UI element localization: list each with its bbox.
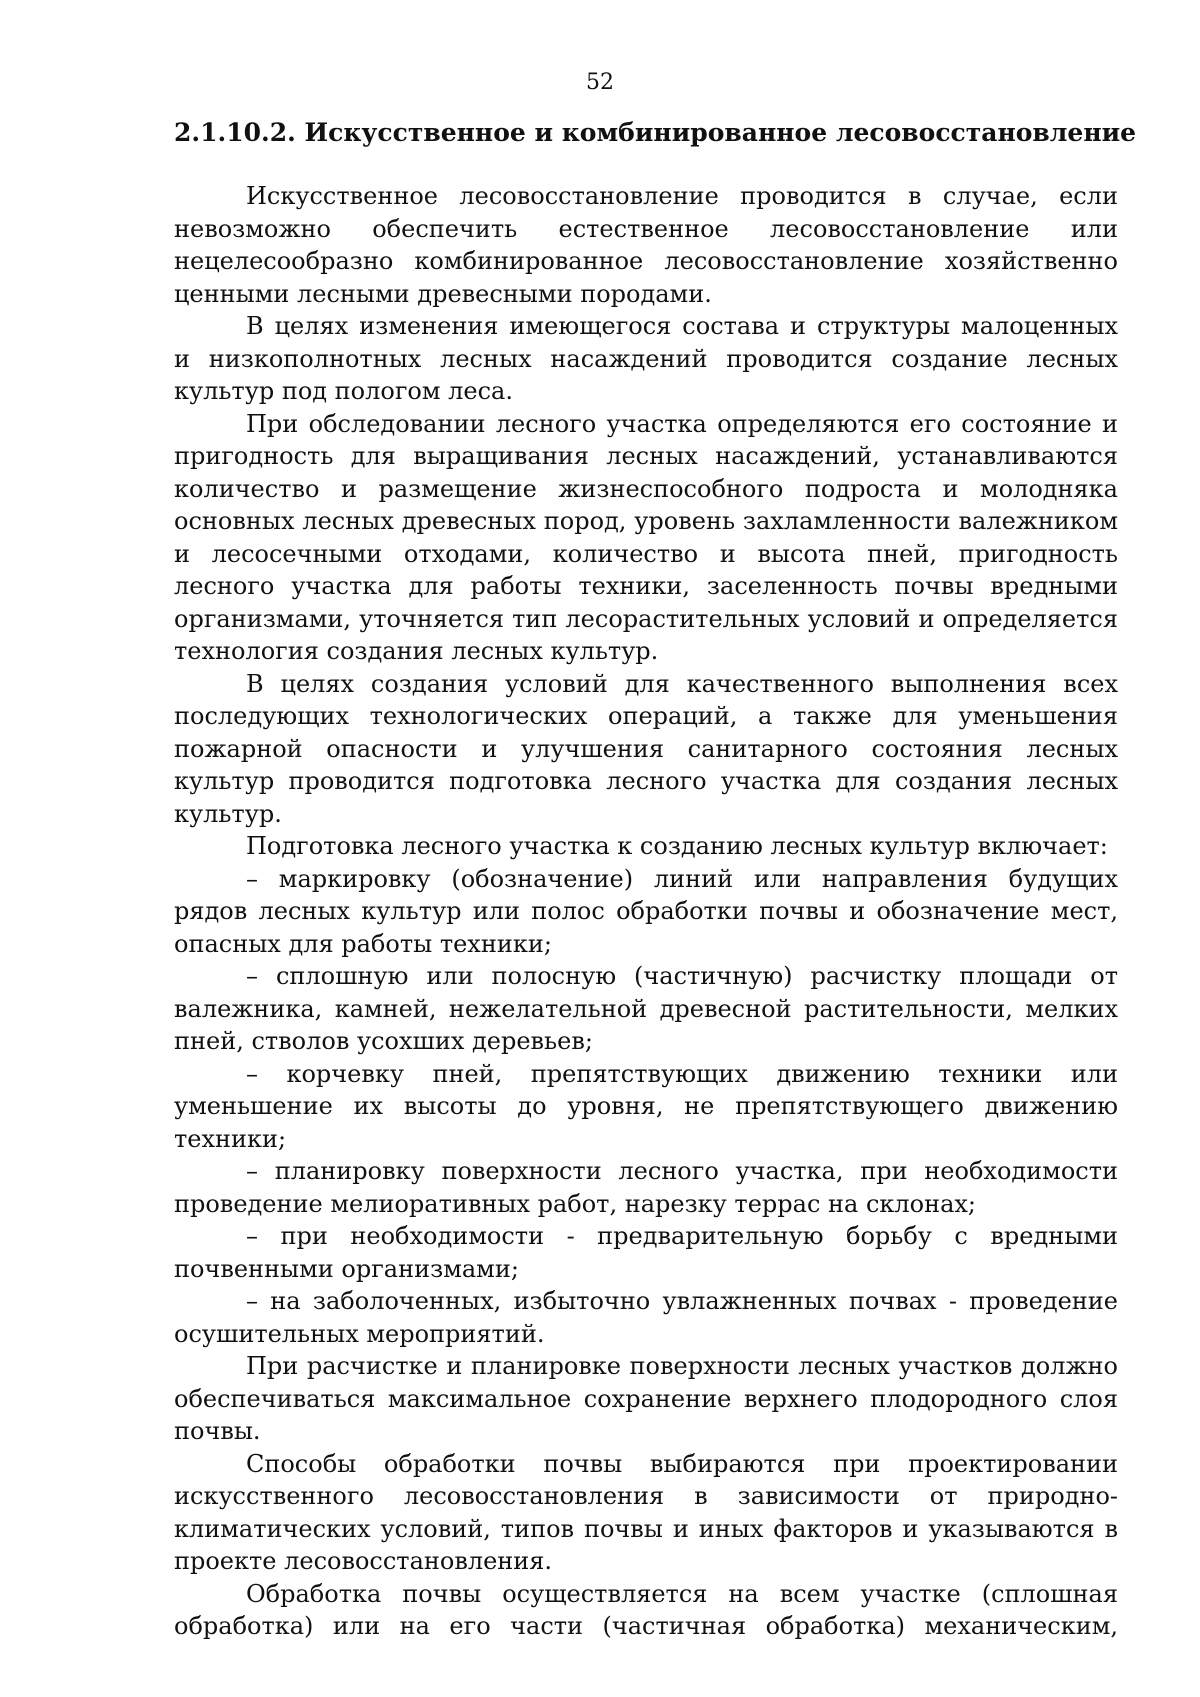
list-item-stump-removal: – корчевку пней, препятствующих движению техники или уменьшение их высоты до уровня, не препятствующего движению техники; <box>174 1059 1118 1153</box>
section-heading: 2.1.10.2. Искусственное и комбинированное лесовосстановление <box>174 118 1137 147</box>
page-number: 52 <box>586 70 614 95</box>
paragraph-site-preparation-purpose: В целях создания условий для качественного выполнения всех последующих технологических операций, а также для уменьшения пожарной опасности и улучшения санитарного состояния лесных культур проводится подготовка лесного участка для создания лесных культур. <box>174 669 1118 828</box>
paragraph-preparation-includes: Подготовка лесного участка к созданию лесных культур включает: <box>246 832 1108 860</box>
paragraph-soil-treatment-scope: Обработка почвы осуществляется на всем участке (сплошная обработка) или на его части (частичная обработка) механическим, <box>174 1579 1118 1640</box>
list-item-drainage: – на заболоченных, избыточно увлажненных почвах - проведение осушительных мероприятий. <box>174 1287 1118 1348</box>
body-text <box>174 180 1118 1643</box>
list-item-pest-control: – при необходимости - предварительную борьбу с вредными почвенными организмами; <box>174 1222 1118 1283</box>
paragraph-composition-change: В целях изменения имеющегося состава и структуры малоценных и низкополнотных лесных насаждений проводится создание лесных культур под пологом леса. <box>174 312 1118 405</box>
list-item-clearing: – сплошную или полосную (частичную) расчистку площади от валежника, камней, нежелательной древесной растительности, мелких пней, стволов усохших деревьев; <box>174 962 1118 1055</box>
list-item-surface-leveling: – планировку поверхности лесного участка, при необходимости проведение мелиоративных работ, нарезку террас на склонах; <box>174 1157 1118 1218</box>
paragraph-site-survey: При обследовании лесного участка определяются его состояние и пригодность для выращивания лесных насаждений, устанавливаются количество и размещение жизнеспособного подроста и молодняка основных лесных древесных пород, уровень захламленности валежником и лесосечными отходами, количество и высота пней, пригодность лесного участка для работы техники, заселенность почвы вредными организмами, уточняется тип лесорастительных условий и определяется технология создания лесных культур. <box>174 409 1118 665</box>
paragraph-topsoil-preservation: При расчистке и планировке поверхности лесных участков должно обеспечиваться максимальное сохранение верхнего плодородного слоя почвы. <box>174 1352 1118 1445</box>
paragraph-artificial-reforestation: Искусственное лесовосстановление проводится в случае, если невозможно обеспечить естественное лесовосстановление или нецелесообразно комбинированное лесовосстановление хозяйственно ценными лесными древесными породами. <box>174 182 1118 308</box>
list-item-marking: – маркировку (обозначение) линий или направления будущих рядов лесных культур или полос обработки почвы и обозначение мест, опасных для работы техники; <box>174 864 1118 958</box>
paragraph-soil-treatment-methods: Способы обработки почвы выбираются при проектировании искусственного лесовосстановления в зависимости от природно-климатических условий, типов почвы и иных факторов и указываются в проекте лесовосстановления. <box>174 1449 1118 1575</box>
